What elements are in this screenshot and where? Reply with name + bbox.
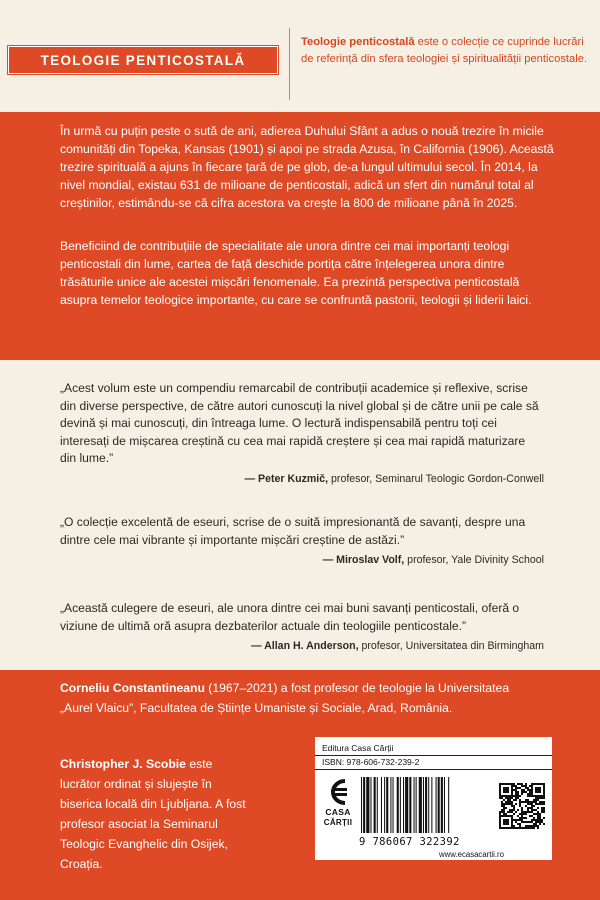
barcode-bar <box>400 777 401 833</box>
qr-module <box>503 807 505 809</box>
qr-module <box>507 803 509 805</box>
series-badge <box>8 46 278 74</box>
qr-module <box>535 821 537 823</box>
qr-module <box>529 807 531 809</box>
qr-module <box>529 811 531 813</box>
qr-module <box>513 789 515 791</box>
qr-module <box>503 799 505 801</box>
qr-module <box>539 797 541 799</box>
endorsements-section <box>0 360 600 670</box>
qr-module <box>533 819 535 821</box>
quote-text: „Acest volum este un compendiu remarcabil de contribuții academice și reflexive, scrise din diverse perspective, de către autori cunoscuți la nivel global și de către unii pe cale să devină și mai cunoscuți, din întreaga lume. O lectură indispensabilă pentru toți cei interesați de mișcarea creștină cu cea mai rapidă creștere și cea mai rapidă maturizare din lume.” <box>60 381 539 465</box>
qr-module <box>535 823 537 825</box>
qr-module <box>513 819 515 821</box>
author-bio-1 <box>60 678 530 718</box>
qr-module <box>543 809 545 811</box>
qr-module <box>525 813 527 815</box>
qr-module <box>511 797 513 799</box>
qr-module <box>521 827 523 829</box>
qr-module <box>521 791 523 793</box>
barcode-bar <box>403 777 404 833</box>
qr-module <box>525 783 527 785</box>
quote-author: — Peter Kuzmič, <box>244 472 329 485</box>
qr-module <box>519 823 521 825</box>
qr-module <box>535 825 537 827</box>
intro-paragraph-1: În urmă cu puțin peste o sută de ani, adierea Duhului Sfânt a adus o nouă trezire în micile comunități din Topeka, Kansas (1901) și apoi pe strada Azusa, în California (1906). Această trezire spirituală a ajuns în fiecare țară de pe glob, de-a lungul ultimului secol. În 2014, la nivel mondial, existau 631 de milioane de penticostali, adică un sfert din numărul total al creștinilor, estimându-se că cifra acestora va crește la 800 de milioane până în 2025. <box>60 124 554 210</box>
author-name: Christopher J. Scobie <box>60 757 186 771</box>
barcode-bar <box>386 777 388 833</box>
qr-module <box>529 825 531 827</box>
barcode-bar <box>444 777 445 833</box>
qr-module <box>521 813 523 815</box>
intro-section <box>0 112 600 360</box>
barcode-bar <box>363 777 365 833</box>
qr-module <box>531 805 533 807</box>
qr-module <box>515 791 517 793</box>
qr-module <box>539 813 541 815</box>
qr-module <box>501 805 503 807</box>
quote-author: — Miroslav Volf, <box>322 554 405 566</box>
qr-module <box>505 807 507 809</box>
qr-module <box>521 789 523 791</box>
qr-module <box>529 793 531 795</box>
endorsement-quote <box>60 514 544 568</box>
qr-finder <box>503 787 509 793</box>
qr-module <box>515 789 517 791</box>
qr-module <box>521 817 523 819</box>
header-divider <box>289 28 290 100</box>
qr-module <box>525 787 527 789</box>
qr-module <box>527 801 529 803</box>
qr-module <box>503 811 505 813</box>
qr-module <box>539 821 541 823</box>
qr-module <box>509 801 511 803</box>
qr-module <box>541 811 543 813</box>
qr-module <box>533 813 535 815</box>
series-header <box>0 0 600 112</box>
qr-module <box>539 815 541 817</box>
qr-module <box>513 783 515 785</box>
qr-module <box>515 803 517 805</box>
publisher-logo-icon <box>321 777 355 807</box>
qr-module <box>543 823 545 825</box>
barcode-bar <box>425 777 427 833</box>
qr-module <box>517 783 519 785</box>
qr-module <box>519 817 521 819</box>
barcode-bar <box>381 777 382 833</box>
qr-module <box>527 799 529 801</box>
qr-module <box>541 803 543 805</box>
qr-module <box>527 825 529 827</box>
qr-module <box>529 801 531 803</box>
quote-attribution <box>60 552 544 568</box>
qr-module <box>519 825 521 827</box>
qr-module <box>503 805 505 807</box>
qr-module <box>517 791 519 793</box>
qr-module <box>521 821 523 823</box>
qr-module <box>515 799 517 801</box>
qr-module <box>531 807 533 809</box>
qr-module <box>539 817 541 819</box>
qr-module <box>521 811 523 813</box>
qr-module <box>523 821 525 823</box>
qr-module <box>505 797 507 799</box>
qr-module <box>527 803 529 805</box>
qr-module <box>537 807 539 809</box>
barcode-bar <box>377 777 378 833</box>
qr-module <box>531 827 533 829</box>
qr-module <box>527 789 529 791</box>
qr-module <box>537 815 539 817</box>
qr-module <box>523 813 525 815</box>
qr-module <box>517 823 519 825</box>
qr-module <box>519 801 521 803</box>
qr-module <box>543 811 545 813</box>
qr-module <box>525 821 527 823</box>
qr-module <box>511 803 513 805</box>
quote-attribution <box>60 638 544 654</box>
quote-role: profesor, Seminarul Teologic Gordon-Conwell <box>328 472 544 485</box>
qr-module <box>539 801 541 803</box>
barcode-bar <box>393 777 394 833</box>
qr-module <box>509 797 511 799</box>
series-description <box>301 34 591 68</box>
qr-module <box>533 805 535 807</box>
qr-module <box>527 793 529 795</box>
qr-module <box>515 787 517 789</box>
qr-module <box>541 809 543 811</box>
qr-module <box>515 793 517 795</box>
qr-module <box>523 811 525 813</box>
barcode-bar <box>361 777 362 833</box>
qr-module <box>541 797 543 799</box>
qr-module <box>533 817 535 819</box>
qr-module <box>515 827 517 829</box>
qr-module <box>509 811 511 813</box>
qr-module <box>527 827 529 829</box>
qr-module <box>505 813 507 815</box>
qr-module <box>543 801 545 803</box>
intro-paragraph-2: Beneficiind de contribuțiile de specialitate ale unora dintre cei mai importanți teologi penticostali din lume, cartea de față deschide portița către înțelegerea unora dintre trăsăturile unice ale acestei mișcări fenomenale. Ea prezintă perspectiva penticostală asupra temelor teologice importante, cu care se confruntă pastorii, teologii și liderii laici. <box>60 239 532 307</box>
publisher-name: Editura Casa Cărții <box>322 743 394 753</box>
qr-module <box>531 801 533 803</box>
qr-module <box>535 801 537 803</box>
qr-module <box>531 819 533 821</box>
qr-module <box>511 805 513 807</box>
divider <box>315 769 552 770</box>
qr-module <box>515 819 517 821</box>
endorsement-quote <box>60 380 544 487</box>
qr-module <box>539 819 541 821</box>
qr-module <box>533 825 535 827</box>
qr-module <box>539 803 541 805</box>
barcode-bar <box>419 777 422 833</box>
qr-module <box>525 791 527 793</box>
qr-module <box>541 807 543 809</box>
qr-code <box>499 783 545 829</box>
qr-module <box>519 827 521 829</box>
qr-module <box>537 799 539 801</box>
qr-module <box>499 811 501 813</box>
qr-module <box>535 799 537 801</box>
qr-module <box>543 817 545 819</box>
qr-module <box>525 825 527 827</box>
qr-module <box>533 827 535 829</box>
qr-module <box>499 797 501 799</box>
logo-text-casa: CASA <box>325 807 351 817</box>
qr-module <box>527 807 529 809</box>
qr-module <box>517 809 519 811</box>
qr-module <box>531 809 533 811</box>
qr-finder <box>535 787 541 793</box>
qr-module <box>515 821 517 823</box>
qr-module <box>517 793 519 795</box>
series-description-title: Teologie penticostală <box>301 36 415 48</box>
qr-module <box>521 807 523 809</box>
barcode-panel <box>315 737 552 860</box>
qr-finder <box>503 819 509 825</box>
qr-module <box>521 785 523 787</box>
divider <box>315 755 552 756</box>
qr-module <box>517 827 519 829</box>
qr-module <box>535 819 537 821</box>
qr-module <box>531 803 533 805</box>
qr-module <box>527 795 529 797</box>
barcode-bar <box>405 777 408 833</box>
qr-module <box>507 811 509 813</box>
barcode-bar <box>428 777 429 833</box>
qr-module <box>503 813 505 815</box>
qr-module <box>543 803 545 805</box>
qr-module <box>539 823 541 825</box>
qr-module <box>519 799 521 801</box>
qr-module <box>527 811 529 813</box>
qr-module <box>529 821 531 823</box>
qr-module <box>519 813 521 815</box>
barcode-bar <box>448 777 449 833</box>
qr-module <box>529 815 531 817</box>
qr-module <box>537 811 539 813</box>
qr-module <box>515 811 517 813</box>
isbn-number: ISBN: 978-606-732-239-2 <box>322 757 420 767</box>
qr-module <box>521 809 523 811</box>
qr-module <box>529 795 531 797</box>
qr-module <box>529 803 531 805</box>
qr-module <box>507 797 509 799</box>
barcode-bar <box>438 777 440 833</box>
qr-module <box>513 809 515 811</box>
qr-module <box>501 809 503 811</box>
qr-module <box>509 809 511 811</box>
qr-module <box>537 827 539 829</box>
endorsement-quote <box>60 600 544 654</box>
barcode-bar <box>409 777 411 833</box>
qr-module <box>541 819 543 821</box>
barcode-bar <box>370 777 371 833</box>
barcode-bar <box>416 777 417 833</box>
qr-module <box>507 799 509 801</box>
qr-module <box>537 803 539 805</box>
qr-module <box>537 813 539 815</box>
series-badge-label: TEOLOGIE PENTICOSTALĂ <box>40 52 246 68</box>
qr-module <box>541 821 543 823</box>
qr-module <box>521 801 523 803</box>
quote-attribution <box>60 471 544 487</box>
qr-module <box>523 789 525 791</box>
qr-module <box>521 793 523 795</box>
qr-module <box>527 787 529 789</box>
qr-module <box>535 797 537 799</box>
qr-module <box>527 821 529 823</box>
qr-module <box>537 825 539 827</box>
qr-module <box>525 805 527 807</box>
qr-module <box>511 811 513 813</box>
qr-module <box>531 815 533 817</box>
quote-role: profesor, Yale Divinity School <box>404 554 544 566</box>
qr-module <box>543 797 545 799</box>
qr-module <box>517 815 519 817</box>
qr-module <box>523 817 525 819</box>
barcode-bar <box>366 777 369 833</box>
qr-module <box>523 785 525 787</box>
quote-author: — Allan H. Anderson, <box>251 640 359 652</box>
qr-module <box>513 805 515 807</box>
qr-module <box>541 801 543 803</box>
qr-module <box>519 783 521 785</box>
qr-module <box>501 811 503 813</box>
quote-text: „O colecție excelentă de eseuri, scrise de o suită impresionantă de savanți, despre una dintre cele mai vibrante și importante mișcări creștine de astăzi.” <box>60 515 526 547</box>
qr-module <box>529 791 531 793</box>
qr-module <box>513 813 515 815</box>
qr-module <box>511 801 513 803</box>
qr-module <box>501 801 503 803</box>
qr-module <box>519 805 521 807</box>
qr-module <box>527 809 529 811</box>
qr-module <box>513 799 515 801</box>
qr-module <box>523 827 525 829</box>
qr-module <box>517 797 519 799</box>
isbn-barcode <box>359 777 493 837</box>
quote-text: „Această culegere de eseuri, ale unora dintre cei mai buni savanți penticostali, oferă o viziune de ultimă oră asupra dezbaterilor actuale din teologiile penticostale.” <box>60 601 520 633</box>
qr-module <box>517 819 519 821</box>
qr-module <box>523 801 525 803</box>
qr-module <box>531 821 533 823</box>
qr-module <box>533 809 535 811</box>
qr-module <box>529 827 531 829</box>
author-name: Corneliu Constantineanu <box>60 681 205 695</box>
logo-text-cartii: CĂRȚII <box>323 818 353 827</box>
qr-module <box>505 801 507 803</box>
qr-module <box>525 799 527 801</box>
qr-module <box>537 797 539 799</box>
qr-module <box>513 807 515 809</box>
qr-module <box>521 815 523 817</box>
qr-module <box>501 803 503 805</box>
barcode-bar <box>384 777 385 833</box>
barcode-bar <box>423 777 424 833</box>
qr-module <box>509 803 511 805</box>
qr-module <box>499 813 501 815</box>
qr-module <box>519 787 521 789</box>
author-bio-2 <box>60 754 255 874</box>
qr-module <box>529 785 531 787</box>
qr-module <box>501 797 503 799</box>
qr-module <box>531 825 533 827</box>
author-bio-text: (1967–2021) a fost profesor de teologie la Universitatea „Aurel Vlaicu”, Facultatea de Științe Umaniste și Sociale, Arad, România. <box>60 681 510 715</box>
publisher-website: www.ecasacartii.ro <box>439 850 504 859</box>
qr-module <box>525 817 527 819</box>
qr-module <box>519 795 521 797</box>
qr-module <box>543 807 545 809</box>
qr-module <box>533 801 535 803</box>
qr-module <box>503 809 505 811</box>
quote-role: profesor, Universitatea din Birmingham <box>358 640 544 652</box>
qr-module <box>513 795 515 797</box>
qr-module <box>533 823 535 825</box>
publisher-logo <box>321 777 355 835</box>
series-description-text: este o colecție ce cuprinde lucrări de referință din sfera teologiei și spiritualității penticostale. <box>301 36 588 65</box>
qr-module <box>533 799 535 801</box>
qr-module <box>507 801 509 803</box>
qr-module <box>535 809 537 811</box>
qr-module <box>519 819 521 821</box>
qr-module <box>517 795 519 797</box>
qr-module <box>503 803 505 805</box>
qr-module <box>519 803 521 805</box>
qr-module <box>515 797 517 799</box>
qr-module <box>521 819 523 821</box>
qr-module <box>537 821 539 823</box>
barcode-bar <box>431 777 432 833</box>
qr-module <box>525 801 527 803</box>
qr-module <box>529 789 531 791</box>
qr-module <box>509 799 511 801</box>
qr-module <box>517 787 519 789</box>
qr-module <box>515 785 517 787</box>
qr-module <box>525 827 527 829</box>
qr-module <box>515 795 517 797</box>
qr-module <box>525 785 527 787</box>
qr-module <box>537 817 539 819</box>
qr-module <box>513 825 515 827</box>
qr-module <box>505 803 507 805</box>
qr-module <box>523 791 525 793</box>
qr-module <box>531 811 533 813</box>
qr-module <box>521 783 523 785</box>
barcode-bar <box>414 777 415 833</box>
barcode-bar <box>436 777 437 833</box>
qr-module <box>537 819 539 821</box>
qr-module <box>535 813 537 815</box>
author-bio-text: este lucrător ordinat și slujește în biserica locală din Ljubljana. A fost profesor asociat la Seminarul Teologic Evanghelic din Osijek, Croația. <box>60 757 246 871</box>
qr-module <box>525 811 527 813</box>
barcode-bar <box>397 777 399 833</box>
barcode-bar <box>441 777 443 833</box>
qr-module <box>513 827 515 829</box>
barcode-bar <box>390 777 391 833</box>
qr-module <box>513 785 515 787</box>
barcode-digits: 9 786067 322392 <box>359 836 460 848</box>
qr-module <box>535 803 537 805</box>
barcode-bar <box>374 777 376 833</box>
qr-module <box>511 809 513 811</box>
